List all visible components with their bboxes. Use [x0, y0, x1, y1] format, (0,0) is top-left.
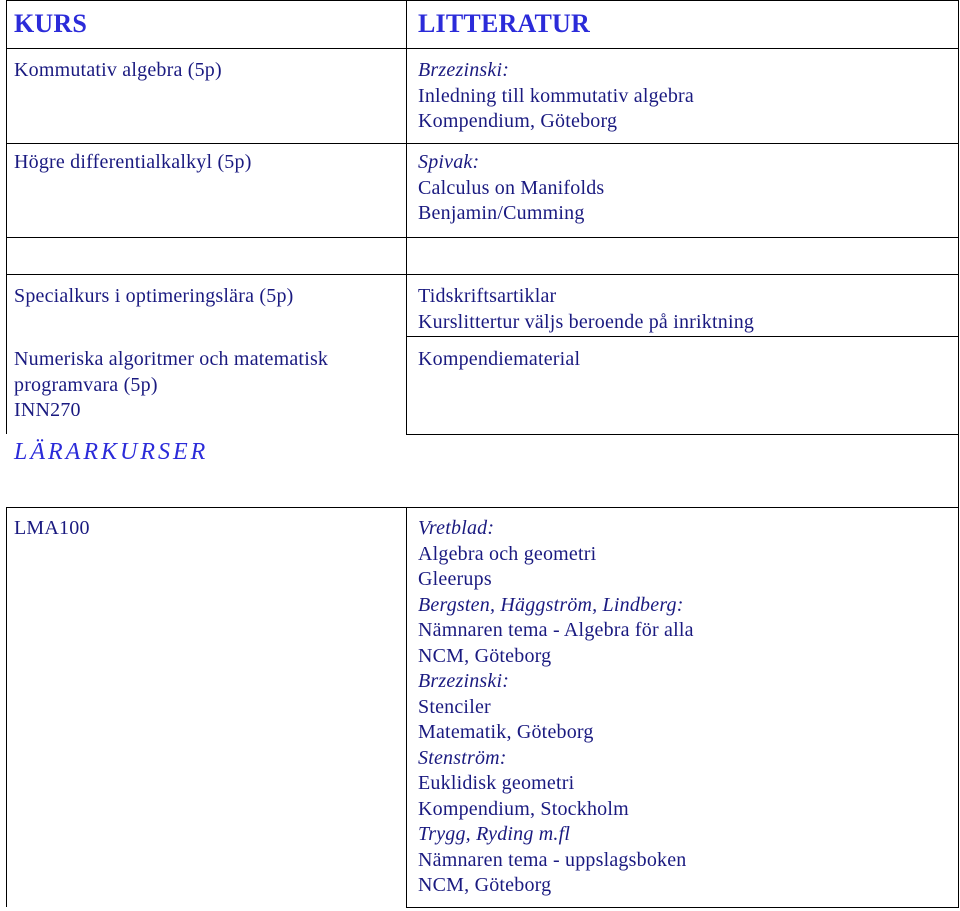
- author-brzezinski: Brzezinski:: [418, 670, 510, 692]
- author-stenstrom: Stenström:: [418, 746, 507, 769]
- literature-line: Tidskriftsartiklar: [418, 285, 557, 307]
- row-divider-3: [6, 274, 958, 275]
- literature-optimeringslara: [418, 284, 754, 335]
- book-title: Algebra och geometri: [418, 542, 597, 565]
- book-publisher: NCM, Göteborg: [418, 644, 552, 667]
- book-publisher: Kompendium, Göteborg: [418, 110, 618, 132]
- table-border-bottom: [406, 907, 958, 908]
- author-spivak: Spivak:: [418, 151, 480, 173]
- column-divider-lower: [406, 507, 407, 908]
- book-title: Stenciler: [418, 695, 491, 718]
- table-border-top: [6, 0, 958, 1]
- header-divider: [6, 48, 958, 49]
- table-border-left: [6, 0, 7, 434]
- author-brzezinski: Brzezinski:: [418, 59, 510, 81]
- literature-line: Kurslittertur väljs beroende på inriktning: [418, 310, 755, 333]
- course-code: INN270: [14, 399, 81, 421]
- book-publisher: Gleerups: [418, 568, 492, 590]
- author-vretblad: Vretblad:: [418, 517, 495, 539]
- book-title: Calculus on Manifolds: [418, 176, 605, 199]
- row-divider-1: [6, 143, 958, 144]
- literature-lma100: [418, 516, 694, 899]
- book-title: Nämnaren tema - uppslagsboken: [418, 848, 687, 871]
- row-divider-5: [406, 434, 958, 435]
- author-trygg-ryding: Trygg, Ryding m.fl: [418, 823, 571, 845]
- column-divider: [406, 0, 407, 434]
- book-publisher: Kompendium, Stockholm: [418, 797, 629, 820]
- book-title: Inledning till kommutativ algebra: [418, 84, 694, 107]
- course-differentialkalkyl: Högre differentialkalkyl (5p): [14, 151, 252, 173]
- course-line: programvara (5p): [14, 373, 158, 396]
- course-lma100: LMA100: [14, 517, 90, 539]
- header-litteratur: LITTERATUR: [418, 9, 591, 38]
- literature-kommutativ-algebra: [418, 58, 694, 135]
- course-numeriska-algoritmer: [14, 347, 328, 424]
- book-publisher: Matematik, Göteborg: [418, 721, 594, 743]
- table-border-left-lower: [6, 507, 7, 907]
- course-optimeringslara: Specialkurs i optimeringslära (5p): [14, 285, 294, 307]
- author-bergsten-haggstrom-lindberg: Bergsten, Häggström, Lindberg:: [418, 593, 684, 616]
- course-line: Numeriska algoritmer och matematisk: [14, 348, 329, 370]
- book-title: Euklidisk geometri: [418, 772, 575, 794]
- book-publisher: Benjamin/Cumming: [418, 202, 585, 224]
- row-divider-4: [406, 336, 958, 337]
- header-kurs: KURS: [14, 9, 88, 38]
- table-border-right: [958, 0, 959, 908]
- section-title-lararkurser: LÄRARKURSER: [14, 439, 209, 465]
- book-title: Nämnaren tema - Algebra för alla: [418, 619, 694, 641]
- section-divider: [6, 507, 958, 508]
- literature-differentialkalkyl: [418, 150, 604, 227]
- literature-numeriska-algoritmer: Kompendiematerial: [418, 348, 581, 370]
- book-publisher: NCM, Göteborg: [418, 874, 552, 896]
- row-divider-2: [6, 237, 958, 238]
- course-kommutativ-algebra: Kommutativ algebra (5p): [14, 59, 222, 81]
